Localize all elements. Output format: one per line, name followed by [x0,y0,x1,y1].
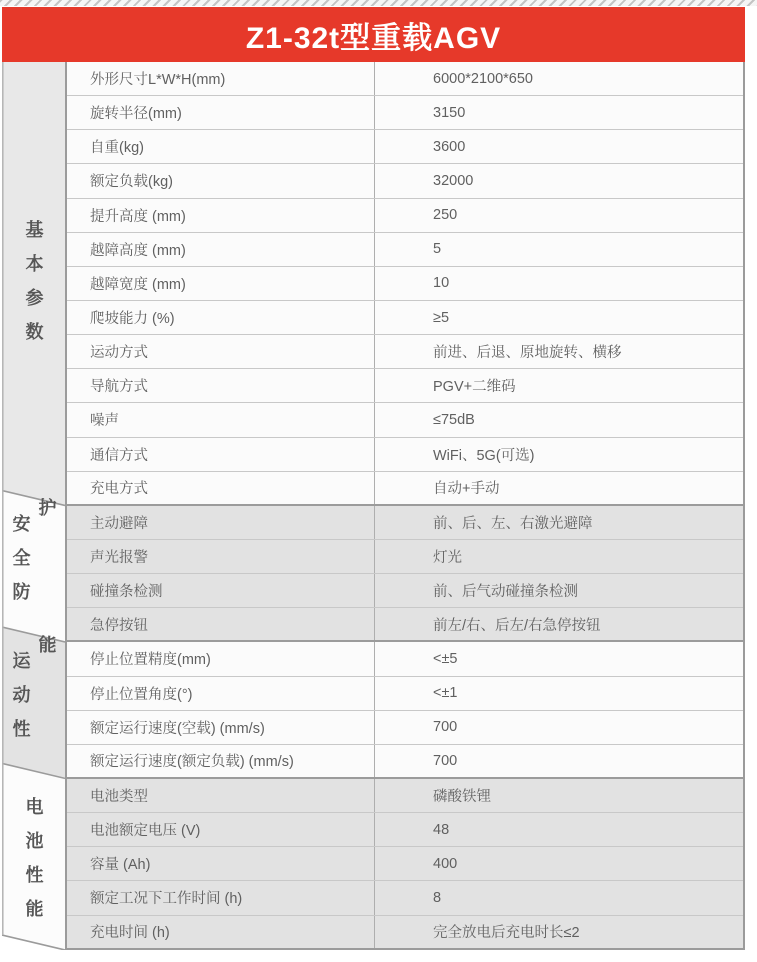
spec-value-cell: ≥5 [374,301,743,334]
spec-label-cell: 急停按钮 [90,617,148,634]
spec-label-cell: 碰撞条检测 [90,584,163,601]
spec-value-cell: 700 [374,711,743,744]
spec-row [67,642,743,676]
spec-row [67,403,743,437]
spec-value-cell: PGV+二维码 [374,369,743,402]
spec-row [67,916,743,950]
section-sidebar [2,62,65,950]
spec-label-cell: 爬坡能力 (%) [90,311,175,328]
spec-row [67,813,743,847]
spec-label-cell: 主动避障 [90,515,148,532]
spec-label-cell: 噪声 [90,413,119,430]
spec-value-cell: WiFi、5G(可选) [374,438,743,471]
spec-label-cell: 声光报警 [90,550,148,567]
spec-value-cell: ≤75dB [374,403,743,436]
spec-label-cell: 旋转半径(mm) [90,106,182,123]
section-label-basic: 基本参数 [23,220,44,356]
spec-label-cell: 外形尺寸L*W*H(mm) [90,72,226,89]
spec-row [67,438,743,472]
spec-row [67,881,743,915]
section-label-safety: 安全防护 [10,498,57,616]
spec-label-cell: 额定运行速度(空载) (mm/s) [90,720,265,737]
spec-table [2,62,745,950]
spec-value-cell: 5 [374,233,743,266]
spec-label-cell: 自重(kg) [90,140,144,157]
spec-value-cell: 10 [374,267,743,300]
spec-label-cell: 充电时间 (h) [90,925,170,942]
section-label-battery: 电池性能 [23,796,44,933]
spec-value-cell: 完全放电后充电时长≤2 [374,916,743,948]
spec-row [67,96,743,130]
spec-value-cell: 灯光 [374,540,743,573]
spec-row [67,267,743,301]
spec-row [67,130,743,164]
spec-label-cell: 电池类型 [90,789,148,806]
spec-row [67,369,743,403]
spec-label-cell: 额定工况下工作时间 (h) [90,891,243,908]
spec-row [67,506,743,540]
spec-label-cell: 运动方式 [90,345,148,362]
spec-value-cell: 250 [374,199,743,232]
spec-row [67,335,743,369]
title-banner [2,7,745,62]
spec-row [67,540,743,574]
spec-row [67,847,743,881]
spec-label-cell: 电池额定电压 (V) [90,823,201,840]
spec-value-cell: <±1 [374,677,743,710]
spec-value-cell: 8 [374,881,743,914]
spec-value-cell: 自动+手动 [374,472,743,504]
spec-value-cell: 3150 [374,96,743,129]
spec-label-cell: 通信方式 [90,447,148,464]
spec-value-cell: 前进、后退、原地旋转、横移 [374,335,743,368]
spec-label-cell: 导航方式 [90,379,148,396]
spec-value-cell: 3600 [374,130,743,163]
spec-row [67,711,743,745]
spec-row [67,199,743,233]
spec-row [67,574,743,608]
spec-label-cell: 提升高度 (mm) [90,208,186,225]
spec-value-cell: 前、后气动碰撞条检测 [374,574,743,607]
spec-label-cell: 容量 (Ah) [90,857,151,874]
spec-value-cell: 32000 [374,164,743,197]
spec-row [67,677,743,711]
spec-row [67,62,743,96]
spec-label-cell: 停止位置精度(mm) [90,652,211,669]
spec-row [67,233,743,267]
spec-row [67,472,743,506]
spec-value-cell: 400 [374,847,743,880]
spec-row [67,608,743,642]
spec-rows [65,62,745,950]
spec-label-cell: 充电方式 [90,481,148,498]
spec-value-cell: 6000*2100*650 [374,62,743,95]
spec-row [67,745,743,779]
spec-label-cell: 越障高度 (mm) [90,242,186,259]
page-title: Z1-32t型重载AGV [245,21,502,55]
spec-row [67,164,743,198]
top-hatch-border [0,0,757,6]
spec-label-cell: 越障宽度 (mm) [90,276,186,293]
spec-value-cell: 48 [374,813,743,846]
spec-row [67,779,743,813]
spec-label-cell: 额定负载(kg) [90,174,173,191]
section-label-motion: 运动性能 [10,635,57,753]
spec-row [67,301,743,335]
spec-value-cell: 前左/右、后左/右急停按钮 [374,608,743,640]
spec-value-cell: <±5 [374,642,743,675]
spec-value-cell: 磷酸铁锂 [374,779,743,812]
spec-value-cell: 前、后、左、右激光避障 [374,506,743,539]
spec-label-cell: 额定运行速度(额定负载) (mm/s) [90,754,294,771]
spec-value-cell: 700 [374,745,743,777]
spec-label-cell: 停止位置角度(°) [90,686,193,703]
